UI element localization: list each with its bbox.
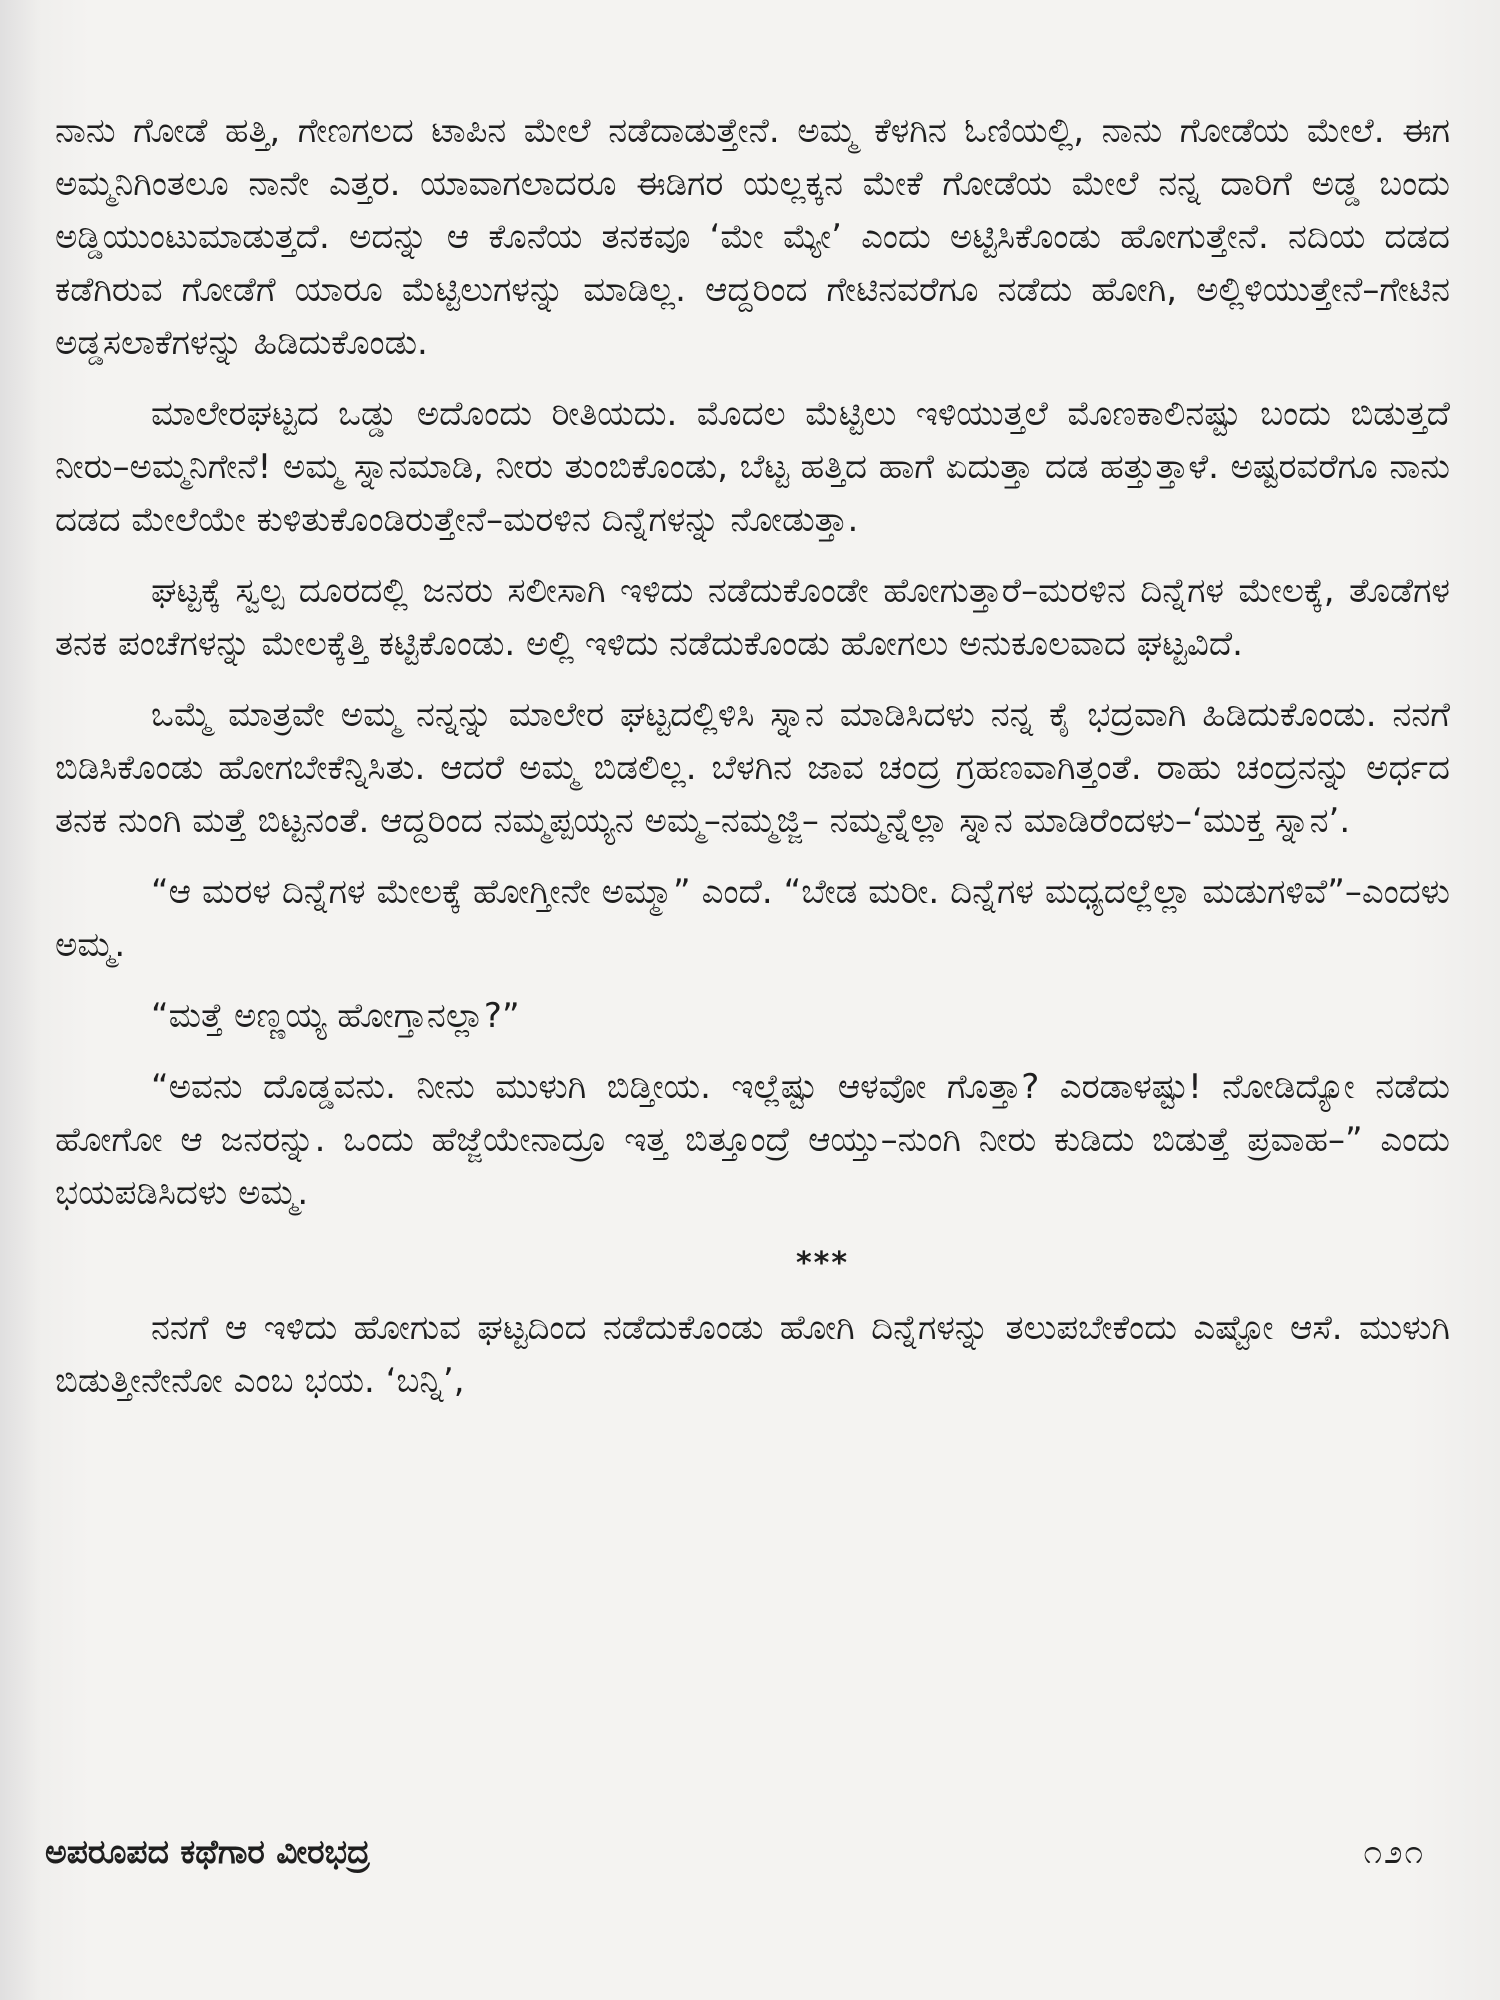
- paragraph-5: “ಆ ಮರಳ ದಿನ್ನೆಗಳ ಮೇಲಕ್ಕೆ ಹೋಗ್ತೀನೇ ಅಮ್ಮಾ” ಎಂದೆ. “ಬೇಡ ಮರೀ. ದಿನ್ನೆಗಳ ಮಧ್ಯದಲ್ಲೆಲ್ಲಾ ಮಡುಗಳಿವೆ”–ಎಂದಳು ಅಮ್ಮ.: [55, 872, 1450, 965]
- body-text: [55, 105, 1450, 1408]
- section-separator: ***: [795, 1246, 850, 1281]
- paragraph-2: ಮಾಲೇರಘಟ್ಟದ ಒಡ್ಡು ಅದೊಂದು ರೀತಿಯದು. ಮೊದಲ ಮೆಟ್ಟಿಲು ಇಳಿಯುತ್ತಲೆ ಮೊಣಕಾಲಿನಷ್ಟು ಬಂದು ಬಿಡುತ್ತದೆ ನೀರು–ಅಮ್ಮನಿಗೇನೆ! ಅಮ್ಮ ಸ್ನಾನಮಾಡಿ, ನೀರು ತುಂಬಿಕೊಂಡು, ಬೆಟ್ಟ ಹತ್ತಿದ ಹಾಗೆ ಏದುತ್ತಾ ದಡ ಹತ್ತುತ್ತಾಳೆ. ಅಷ್ಟರವರೆಗೂ ನಾನು ದಡದ ಮೇಲೆಯೇ ಕುಳಿತುಕೊಂಡಿರುತ್ತೇನೆ–ಮರಳಿನ ದಿನ್ನೆಗಳನ್ನು ನೋಡುತ್ತಾ.: [55, 394, 1450, 540]
- paragraph-closing: ನನಗೆ ಆ ಇಳಿದು ಹೋಗುವ ಘಟ್ಟದಿಂದ ನಡೆದುಕೊಂಡು ಹೋಗಿ ದಿನ್ನೆಗಳನ್ನು ತಲುಪಬೇಕೆಂದು ಎಷ್ಟೋ ಆಸೆ. ಮುಳುಗಿ ಬಿಡುತ್ತೀನೇನೋ ಎಂಬ ಭಯ. ‘ಬನ್ನಿ’,: [55, 1308, 1450, 1401]
- paragraph-7: “ಅವನು ದೊಡ್ಡವನು. ನೀನು ಮುಳುಗಿ ಬಿಡ್ತೀಯ. ಇಲ್ಲೆಷ್ಟು ಆಳವೋ ಗೊತ್ತಾ? ಎರಡಾಳಷ್ಟು! ನೋಡಿದ್ಯೋ ನಡೆದು ಹೋಗೋ ಆ ಜನರನ್ನು. ಒಂದು ಹೆಜ್ಜೆಯೇನಾದ್ರೂ ಇತ್ತ ಬಿತ್ತೂಂದ್ರೆ ಆಯ್ತು–ನುಂಗಿ ನೀರು ಕುಡಿದು ಬಿಡುತ್ತೆ ಪ್ರವಾಹ–” ಎಂದು ಭಯಪಡಿಸಿದಳು ಅಮ್ಮ.: [55, 1067, 1450, 1213]
- page-number: ೧೨೧: [1363, 1832, 1425, 1871]
- page-edge-shadow: [0, 0, 40, 2000]
- paragraph-3: ಘಟ್ಟಕ್ಕೆ ಸ್ವಲ್ಪ ದೂರದಲ್ಲಿ ಜನರು ಸಲೀಸಾಗಿ ಇಳಿದು ನಡೆದುಕೊಂಡೇ ಹೋಗುತ್ತಾರೆ–ಮರಳಿನ ದಿನ್ನೆಗಳ ಮೇಲಕ್ಕೆ, ತೊಡೆಗಳ ತನಕ ಪಂಚೆಗಳನ್ನು ಮೇಲಕ್ಕೆತ್ತಿ ಕಟ್ಟಿಕೊಂಡು. ಅಲ್ಲಿ ಇಳಿದು ನಡೆದುಕೊಂಡು ಹೋಗಲು ಅನುಕೂಲವಾದ ಘಟ್ಟವಿದೆ.: [55, 571, 1450, 664]
- paragraph-6: “ಮತ್ತೆ ಅಣ್ಣಯ್ಯ ಹೋಗ್ತಾನಲ್ಲಾ?”: [151, 996, 520, 1036]
- page-footer: [45, 1828, 1425, 1878]
- book-title: ಅಪರೂಪದ ಕಥೆಗಾರ ವೀರಭದ್ರ: [45, 1832, 370, 1871]
- paragraph-4: ಒಮ್ಮೆ ಮಾತ್ರವೇ ಅಮ್ಮ ನನ್ನನ್ನು ಮಾಲೇರ ಘಟ್ಟದಲ್ಲಿಳಿಸಿ ಸ್ನಾನ ಮಾಡಿಸಿದಳು ನನ್ನ ಕೈ ಭದ್ರವಾಗಿ ಹಿಡಿದುಕೊಂಡು. ನನಗೆ ಬಿಡಿಸಿಕೊಂಡು ಹೋಗಬೇಕೆನ್ನಿಸಿತು. ಆದರೆ ಅಮ್ಮ ಬಿಡಲಿಲ್ಲ. ಬೆಳಗಿನ ಜಾವ ಚಂದ್ರ ಗ್ರಹಣವಾಗಿತ್ತಂತೆ. ರಾಹು ಚಂದ್ರನನ್ನು ಅರ್ಧದ ತನಕ ನುಂಗಿ ಮತ್ತೆ ಬಿಟ್ಟನಂತೆ. ಆದ್ದರಿಂದ ನಮ್ಮಪ್ಪಯ್ಯನ ಅಮ್ಮ–ನಮ್ಮಜ್ಜಿ– ನಮ್ಮನ್ನೆಲ್ಲಾ ಸ್ನಾನ ಮಾಡಿರೆಂದಳು–‘ಮುಕ್ತ ಸ್ನಾನ’.: [55, 695, 1450, 841]
- paragraph-1: ನಾನು ಗೋಡೆ ಹತ್ತಿ, ಗೇಣಗಲದ ಟಾಪಿನ ಮೇಲೆ ನಡೆದಾಡುತ್ತೇನೆ. ಅಮ್ಮ ಕೆಳಗಿನ ಓಣಿಯಲ್ಲಿ, ನಾನು ಗೋಡೆಯ ಮೇಲೆ. ಈಗ ಅಮ್ಮನಿಗಿಂತಲೂ ನಾನೇ ಎತ್ತರ. ಯಾವಾಗಲಾದರೂ ಈಡಿಗರ ಯಲ್ಲಕ್ಕನ ಮೇಕೆ ಗೋಡೆಯ ಮೇಲೆ ನನ್ನ ದಾರಿಗೆ ಅಡ್ಡ ಬಂದು ಅಡ್ಡಿಯುಂಟುಮಾಡುತ್ತದೆ. ಅದನ್ನು ಆ ಕೊನೆಯ ತನಕವೂ ‘ಮೇ ಮ್ಯೇ’ ಎಂದು ಅಟ್ಟಿಸಿಕೊಂಡು ಹೋಗುತ್ತೇನೆ. ನದಿಯ ದಡದ ಕಡೆಗಿರುವ ಗೋಡೆಗೆ ಯಾರೂ ಮೆಟ್ಟಿಲುಗಳನ್ನು ಮಾಡಿಲ್ಲ. ಆದ್ದರಿಂದ ಗೇಟಿನವರೆಗೂ ನಡೆದು ಹೋಗಿ, ಅಲ್ಲಿಳಿಯುತ್ತೇನೆ–ಗೇಟಿನ ಅಡ್ಡಸಲಾಕೆಗಳನ್ನು ಹಿಡಿದುಕೊಂಡು.: [55, 111, 1450, 363]
